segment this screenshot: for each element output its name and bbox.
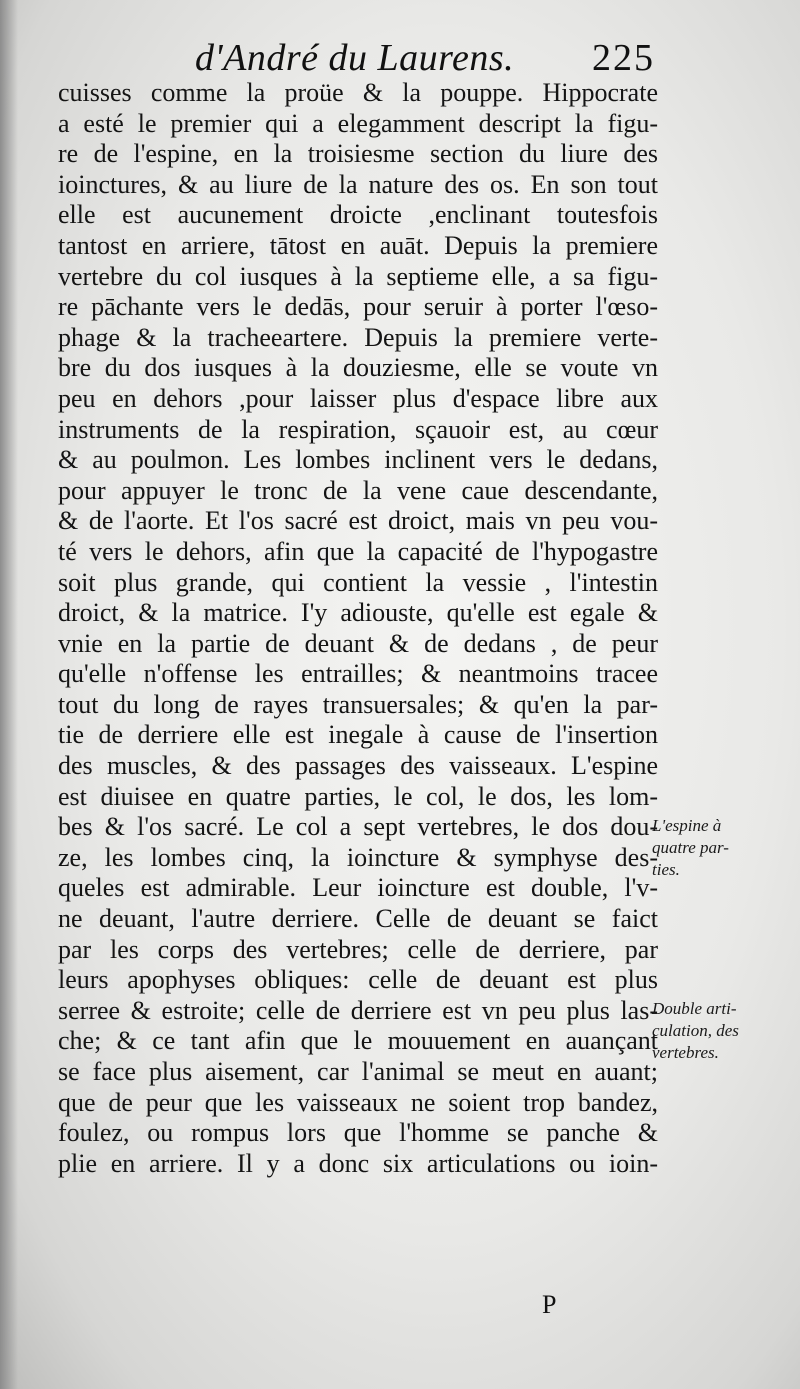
text-line: re de l'espine, en la troisiesme section du liure des	[58, 139, 658, 169]
margin-note-line: ties.	[652, 860, 680, 879]
text-line: par les corps des vertebres; celle de derriere, par	[58, 934, 658, 964]
text-line: & de l'aorte. Et l'os sacré est droict, mais vn peu vou-	[58, 506, 658, 536]
text-line: tantost en arriere, tātost en auāt. Depuis la premiere	[58, 230, 658, 260]
text-line: vnie en la partie de deuant & de dedans , de peur	[58, 628, 658, 658]
text-line: ne deuant, l'autre derriere. Celle de deuant se faict	[58, 904, 658, 934]
text-line: plie en arriere. Il y a donc six articulations ou ioin-	[58, 1148, 658, 1178]
page-number: 225	[592, 37, 655, 79]
text-line: leurs apophyses obliques: celle de deuant est plus	[58, 965, 658, 995]
main-text-block	[58, 78, 658, 1179]
text-line: serree & estroite; celle de derriere est vn peu plus las-	[58, 995, 658, 1025]
text-line: re pāchante vers le dedās, pour seruir à porter l'œso-	[58, 292, 658, 322]
text-line: se face plus aisement, car l'animal se meut en auant;	[58, 1057, 658, 1086]
text-line: instruments de la respiration, sçauoir est, au cœur	[58, 414, 658, 444]
margin-note-double-articulation	[652, 998, 792, 1064]
margin-note-line: culation, des	[652, 1021, 739, 1040]
text-line: des muscles, & des passages des vaisseaux. L'espine	[58, 751, 658, 781]
text-line: pour appuyer le tronc de la vene caue descendante,	[58, 475, 658, 505]
text-line: droict, & la matrice. I'y adiouste, qu'elle est egale &	[58, 598, 658, 628]
signature-mark: P	[542, 1290, 557, 1319]
text-line: tout du long de rayes transuersales; & qu'en la par-	[58, 689, 658, 719]
text-line: ze, les lombes cinq, la ioincture & symphyse des-	[58, 842, 658, 872]
text-line: elle est aucunement droicte ,enclinant toutesfois	[58, 200, 658, 230]
text-line: foulez, ou rompus lors que l'homme se panche &	[58, 1118, 658, 1148]
text-line: che; & ce tant afin que le mouuement en auançant	[58, 1026, 658, 1056]
text-line: tie de derriere elle est inegale à cause de l'insertion	[58, 720, 658, 750]
text-line: cuisses comme la proüe & la pouppe. Hippocrate	[58, 78, 658, 107]
text-line: queles est admirable. Leur ioincture est double, l'v-	[58, 873, 658, 903]
margin-note-line: quatre par-	[652, 838, 729, 857]
text-line: bre du dos iusques à la douziesme, elle se voute vn	[58, 353, 658, 383]
margin-note-line: vertebres.	[652, 1043, 719, 1062]
text-line: vertebre du col iusques à la septieme elle, a sa figu-	[58, 261, 658, 291]
text-line: bes & l'os sacré. Le col a sept vertebres, le dos dou-	[58, 812, 658, 842]
text-line: est diuisee en quatre parties, le col, le dos, les lom-	[58, 781, 658, 811]
margin-note-line: L'espine à	[652, 816, 722, 835]
margin-note-spine-parts	[652, 815, 792, 881]
running-head: d'André du Laurens.	[195, 37, 515, 79]
text-line: qu'elle n'offense les entrailles; & neantmoins tracee	[58, 659, 658, 689]
text-line: a esté le premier qui a elegamment descript la figu-	[58, 108, 658, 138]
text-line: phage & la tracheeartere. Depuis la premiere verte-	[58, 322, 658, 352]
text-line: té vers le dehors, afin que la capacité de l'hypogastre	[58, 536, 658, 566]
text-line: que de peur que les vaisseaux ne soient trop bandez,	[58, 1087, 658, 1117]
margin-note-line: Double arti-	[652, 999, 737, 1018]
text-line: & au poulmon. Les lombes inclinent vers le dedans,	[58, 445, 658, 475]
text-line: soit plus grande, qui contient la vessie , l'intestin	[58, 567, 658, 597]
text-line: peu en dehors ,pour laisser plus d'espace libre aux	[58, 383, 658, 413]
text-line: ioinctures, & au liure de la nature des os. En son tout	[58, 169, 658, 199]
